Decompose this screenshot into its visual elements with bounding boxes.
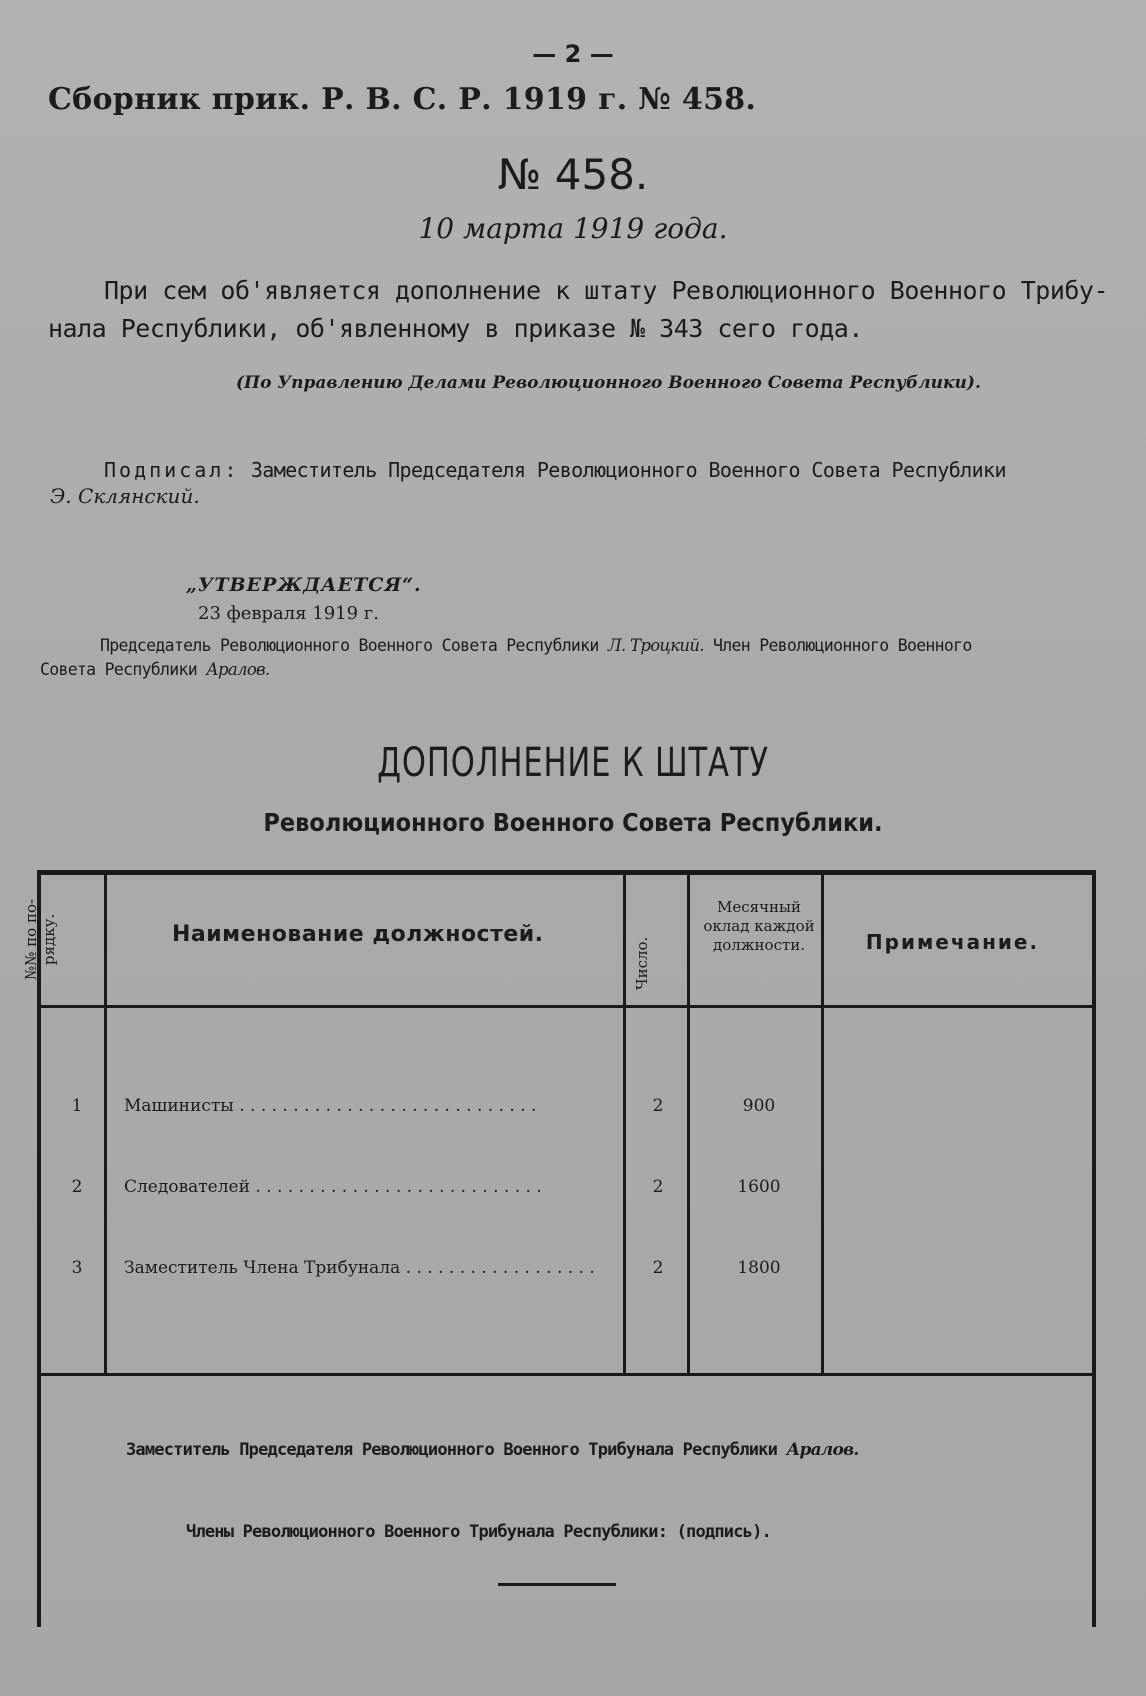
staff-supplement-subtitle: Революционного Военного Совета Республики. <box>263 808 883 837</box>
col-header-number-order-line1: №№ по по- <box>22 898 40 980</box>
footer-members: Члены Революционного Военного Трибунала Республики: (подпись). <box>186 1522 771 1542</box>
row-3-count: 2 <box>652 1258 664 1278</box>
row-1-count: 2 <box>652 1096 664 1116</box>
col-divider-3 <box>687 875 690 1373</box>
approved-line-1-text: Председатель Революционного Военного Совета Республики <box>100 636 608 655</box>
page-number: — 2 — <box>532 40 614 68</box>
row-2-name: Следователей . . . . . . . . . . . . . . . . . . . . . . . . . . . <box>124 1177 542 1197</box>
col-header-note: Примечание. <box>865 930 1040 954</box>
col-header-position: Наименование должностей. <box>172 922 544 947</box>
approved-date: 23 февраля 1919 г. <box>198 603 379 624</box>
signed-label: Подписал: <box>104 458 240 482</box>
order-number: № 458. <box>497 150 649 199</box>
row-3-salary: 1800 <box>737 1258 781 1278</box>
table-header-divider <box>41 1005 1092 1008</box>
col-header-salary: Месячный оклад каждой должности. <box>703 898 815 954</box>
closing-rule <box>498 1583 616 1586</box>
row-2-salary: 1600 <box>737 1177 781 1197</box>
approver-aralov: Аралов. <box>206 660 270 679</box>
approved-label: „УТВЕРЖДАЕТСЯ“. <box>186 574 422 596</box>
approved-line-2 <box>40 660 270 679</box>
row-3-no: 3 <box>71 1258 83 1278</box>
signed-text: Заместитель Председателя Революционного Военного Совета Республики <box>239 458 1006 482</box>
row-1-no: 1 <box>71 1096 83 1116</box>
table-body-divider <box>41 1373 1092 1376</box>
row-3-name-text: Заместитель Члена Трибунала <box>124 1258 401 1278</box>
col-divider-2 <box>623 875 626 1373</box>
signed-line <box>104 458 1006 482</box>
row-2-name-text: Следователей <box>124 1177 250 1197</box>
collection-header: Сборник прик. Р. В. С. Р. 1919 г. № 458. <box>48 82 757 117</box>
row-2-count: 2 <box>652 1177 664 1197</box>
footer-deputy-text: Заместитель Председателя Революционного Военного Трибунала Республики <box>126 1440 787 1460</box>
signer-name: Э. Склянский. <box>50 484 200 508</box>
col-divider-1 <box>104 875 107 1373</box>
row-1-name-text: Машинисты <box>124 1096 234 1116</box>
row-3-name: Заместитель Члена Трибунала . . . . . . . . . . . . . . . . . . <box>124 1258 595 1278</box>
approved-line-2-text: Совета Республики <box>40 660 207 679</box>
row-2-no: 2 <box>71 1177 83 1197</box>
col-header-number-order-line2: рядку. <box>40 913 58 966</box>
body-line-1: При сем об'является дополнение к штату Революционного Военного Трибу- <box>104 276 1109 305</box>
footer-deputy-name: Аралов. <box>786 1440 859 1460</box>
approved-line-1-tail: Член Революционного Военного <box>703 636 972 655</box>
source-note: (По Управлению Делами Революционного Военного Совета Республики). <box>236 373 981 393</box>
col-header-number-order <box>22 899 58 980</box>
order-date: 10 марта 1919 года. <box>418 212 728 245</box>
staff-table <box>37 870 1096 1627</box>
approver-trotsky: Л. Троцкий. <box>607 636 704 655</box>
staff-supplement-title: ДОПОЛНЕНИЕ К ШТАТУ <box>377 740 769 786</box>
footer-deputy <box>126 1440 858 1460</box>
approved-line-1 <box>100 636 972 655</box>
row-1-salary: 900 <box>742 1096 776 1116</box>
body-line-2: нала Республики, об'явленному в приказе № 343 сего года. <box>48 314 863 343</box>
col-header-count: Число. <box>633 936 651 990</box>
row-1-name: Машинисты . . . . . . . . . . . . . . . . . . . . . . . . . . . . <box>124 1096 537 1116</box>
